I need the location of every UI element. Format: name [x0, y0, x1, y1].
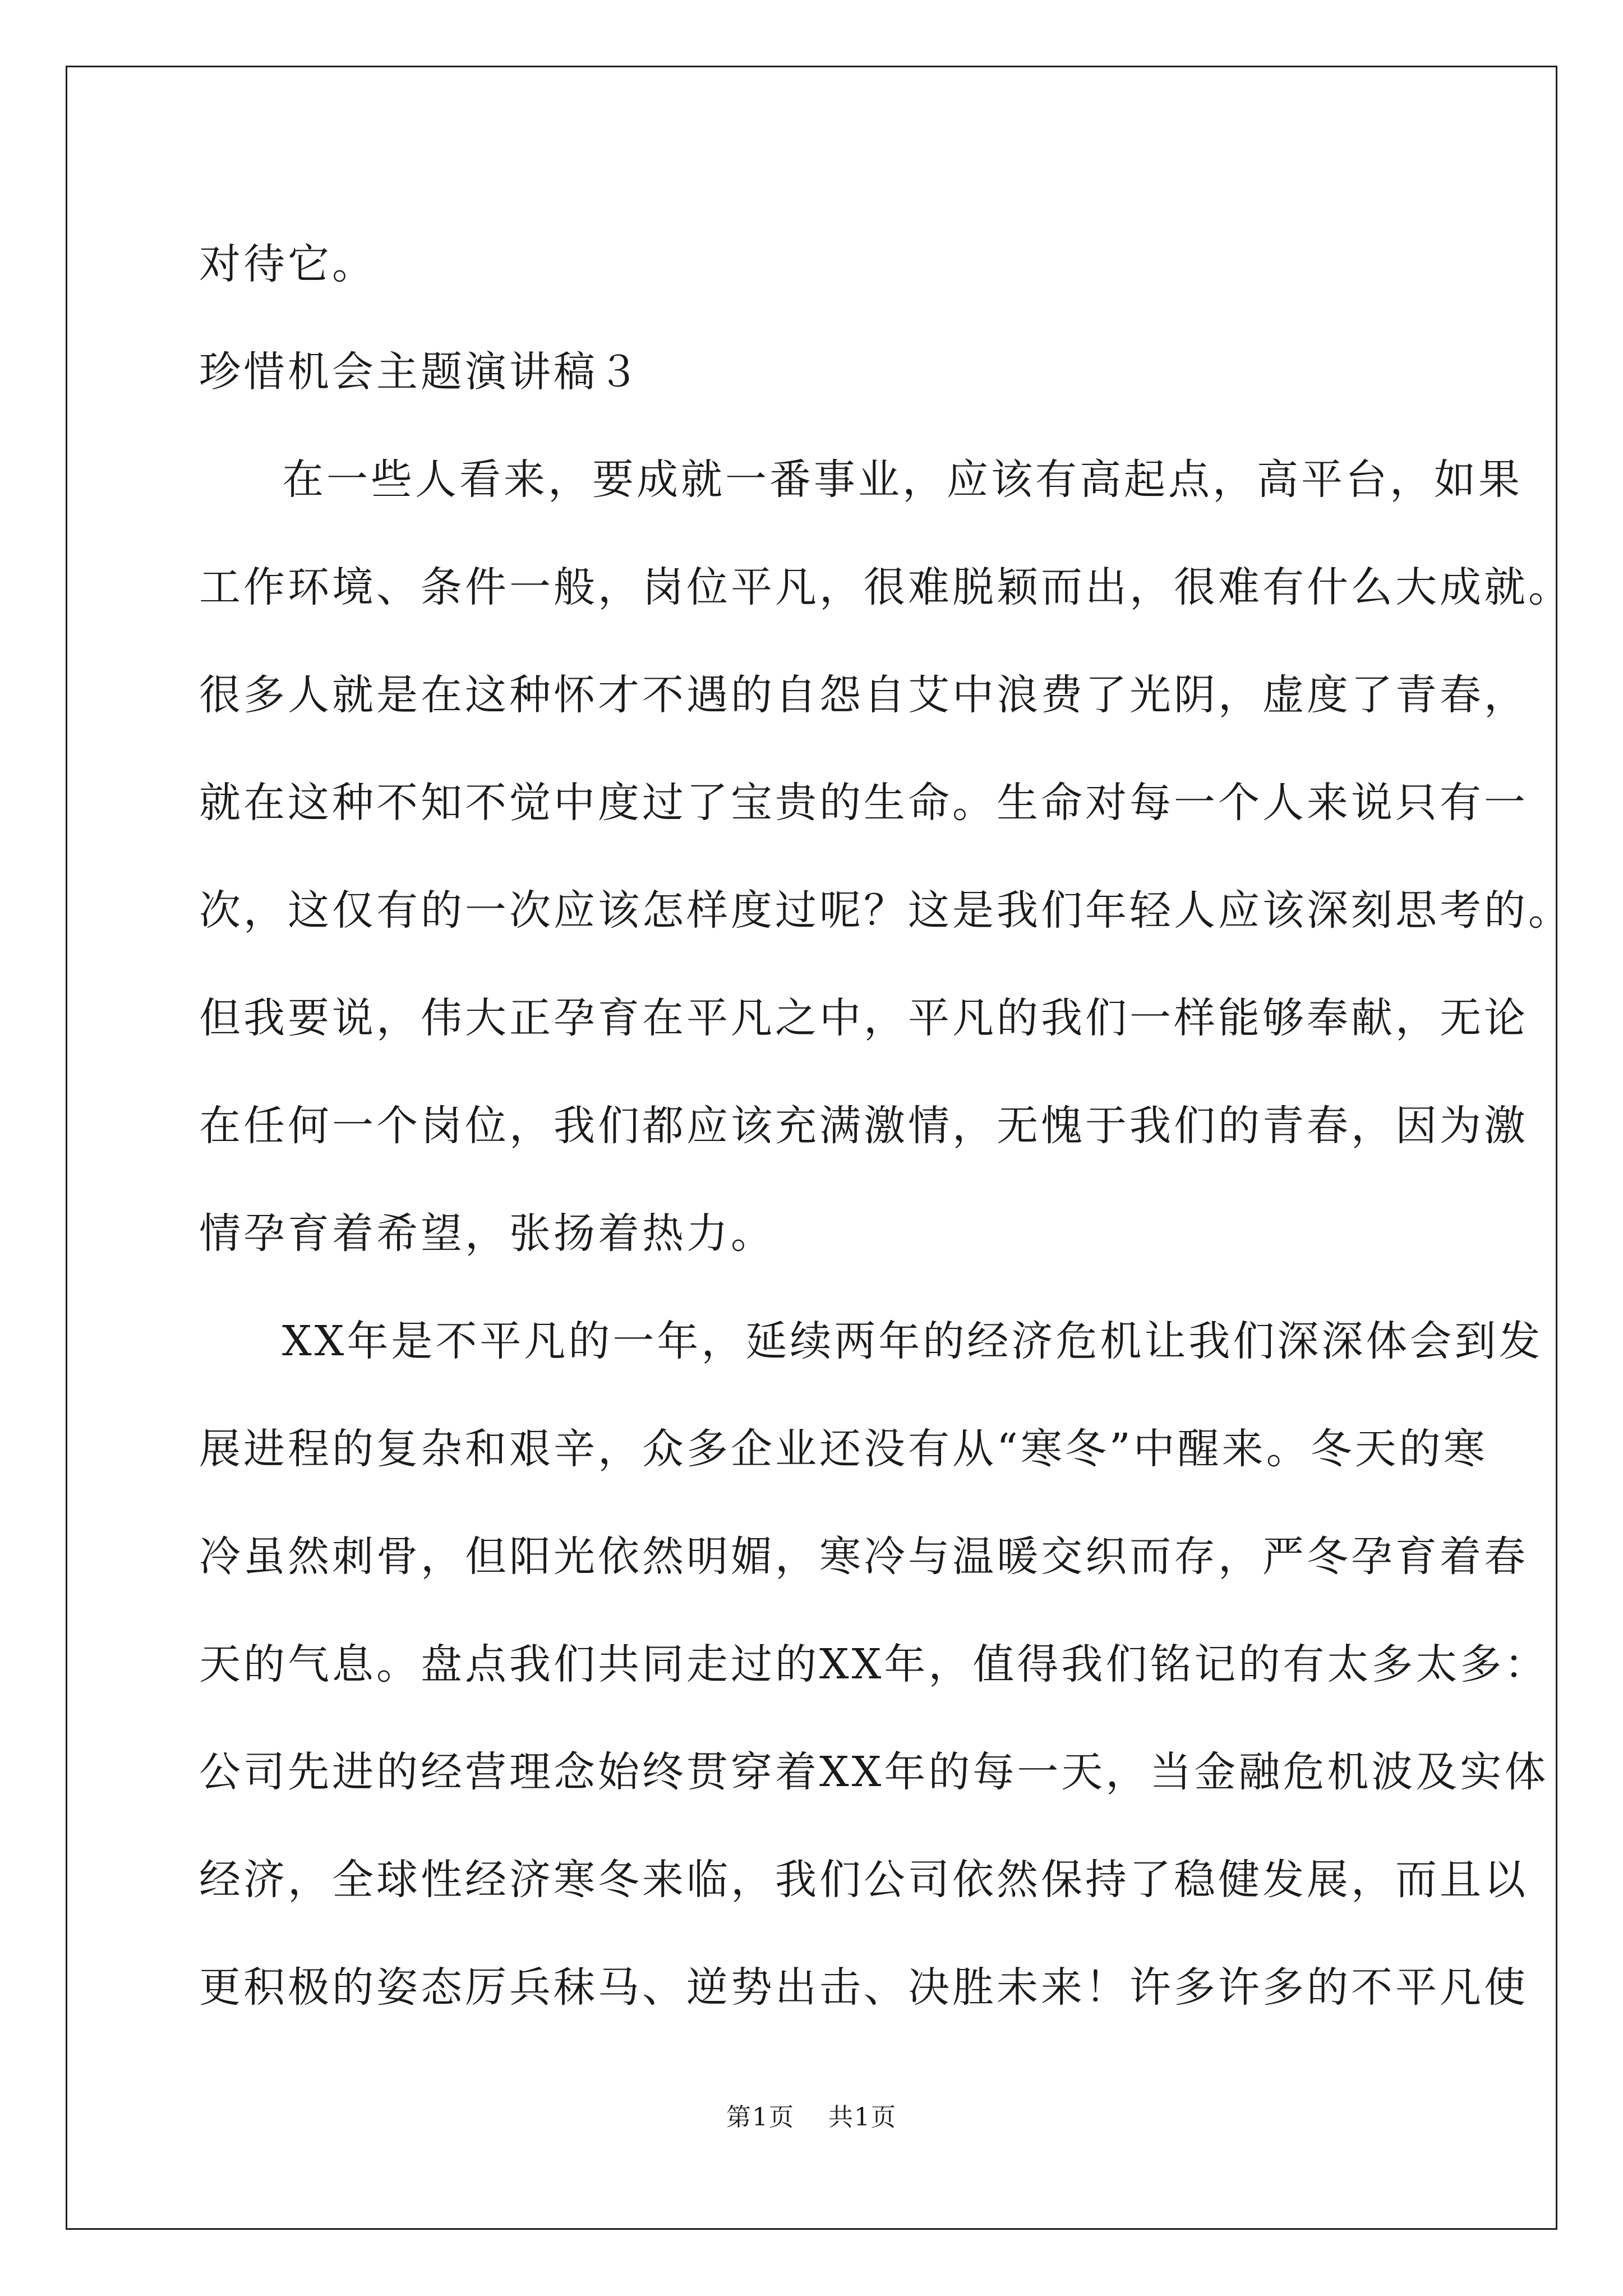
page-number: 第1页 — [726, 2103, 795, 2132]
paragraph-line: 很多人就是在这种怀才不遇的自怨自艾中浪费了光阴，虚度了青春， — [199, 671, 1528, 719]
paragraph-line: 展进程的复杂和艰辛，众多企业还没有从“寒冬”中醒来。冬天的寒 — [199, 1425, 1488, 1473]
paragraph-line: 工作环境、条件一般，岗位平凡，很难脱颖而出，很难有什么大成就。 — [199, 563, 1573, 611]
paragraph-line: 在任何一个岗位，我们都应该充满激情，无愧于我们的青春，因为激 — [199, 1102, 1528, 1150]
paragraph-line: 在一些人看来，要成就一番事业，应该有高起点，高平台，如果 — [282, 455, 1523, 504]
section-heading: 珍惜机会主题演讲稿３ — [199, 348, 642, 396]
paragraph-line: 冷虽然刺骨，但阳光依然明媚，寒冷与温暖交织而存，严冬孕育着春 — [199, 1533, 1528, 1581]
paragraph-line: 次，这仅有的一次应该怎样度过呢？这是我们年轻人应该深刻思考的。 — [199, 886, 1573, 935]
paragraph-line: XX年是不平凡的一年，延续两年的经济危机让我们深深体会到发 — [282, 1317, 1543, 1365]
paragraph-line: 但我要说，伟大正孕育在平凡之中，平凡的我们一样能够奉献，无论 — [199, 994, 1528, 1042]
paragraph-line: 公司先进的经营理念始终贯穿着XX年的每一天，当金融危机波及实体 — [199, 1748, 1549, 1796]
page-footer — [0, 2097, 1623, 2133]
paragraph-line: 更积极的姿态厉兵秣马、逆势出击、决胜未来！许多许多的不平凡使 — [199, 1963, 1528, 2012]
paragraph-line: 天的气息。盘点我们共同走过的XX年，值得我们铭记的有太多太多： — [199, 1640, 1549, 1688]
paragraph-line: 对待它。 — [199, 240, 376, 288]
page-total: 共1页 — [828, 2103, 897, 2132]
paragraph-line: 经济，全球性经济寒冬来临，我们公司依然保持了稳健发展，而且以 — [199, 1856, 1528, 1904]
paragraph-line: 情孕育着希望，张扬着热力。 — [199, 1209, 775, 1258]
document-body — [199, 210, 1573, 2041]
paragraph-line: 就在这种不知不觉中度过了宝贵的生命。生命对每一个人来说只有一 — [199, 779, 1528, 827]
